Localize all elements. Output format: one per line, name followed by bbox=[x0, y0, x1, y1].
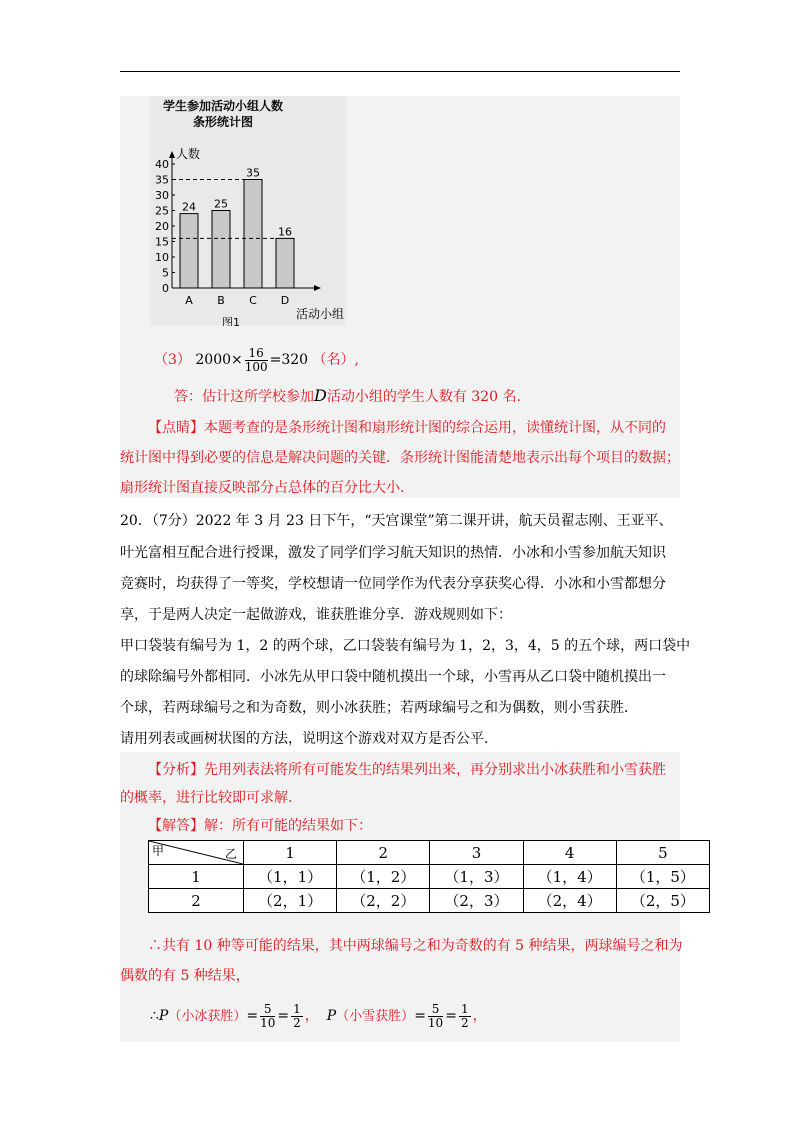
p-symbol-1: P bbox=[158, 1008, 169, 1024]
table-row-label: 1 bbox=[149, 865, 244, 889]
denominator: 2 bbox=[293, 1015, 301, 1030]
equals-2: = bbox=[277, 1008, 290, 1024]
y-tick-label: 5 bbox=[162, 266, 169, 280]
results-table bbox=[148, 840, 710, 913]
numerator: 5 bbox=[428, 1003, 443, 1017]
category-label: D bbox=[280, 294, 290, 307]
comment-line-3: 扇形统计图直接反映部分占总体的百分比大小. bbox=[120, 480, 405, 496]
y-axis-label: 人数 bbox=[176, 147, 201, 161]
table-header-row bbox=[149, 841, 710, 865]
y-tick-label: 0 bbox=[162, 282, 169, 295]
table-header-cell: 4 bbox=[523, 841, 616, 865]
solution-line bbox=[148, 816, 372, 836]
table-cell: （2，5） bbox=[616, 889, 709, 913]
therefore-symbol: ∴ bbox=[150, 1008, 159, 1024]
table-header-cell: 2 bbox=[337, 841, 430, 865]
table-header-cell: 5 bbox=[616, 841, 709, 865]
separator: ， bbox=[304, 1008, 319, 1024]
p-symbol-2: P bbox=[326, 1008, 337, 1024]
chart-title: 学生参加活动小组人数 bbox=[162, 99, 284, 113]
table-header-cell: 1 bbox=[244, 841, 337, 865]
y-tick-label: 30 bbox=[155, 189, 169, 202]
x-axis-arrow bbox=[314, 285, 321, 291]
category-label: B bbox=[217, 294, 225, 307]
chart-subtitle: 条形统计图 bbox=[192, 115, 254, 129]
numerator: 1 bbox=[293, 1001, 301, 1016]
table-row bbox=[149, 889, 710, 913]
equals-3: = bbox=[414, 1008, 426, 1024]
solution-tag: 【解答】 bbox=[148, 818, 204, 834]
table-cell: （2，3） bbox=[430, 889, 523, 913]
category-label: C bbox=[249, 294, 257, 307]
calc-denominator: 100 bbox=[244, 359, 268, 374]
event-xiaobing: （小冰获胜） bbox=[168, 1009, 247, 1024]
fraction-1-2-b bbox=[459, 1003, 471, 1030]
header-rule bbox=[120, 71, 680, 72]
bar bbox=[180, 214, 198, 288]
bar-chart-figure bbox=[150, 96, 346, 326]
numerator: 5 bbox=[260, 1003, 275, 1017]
bar-chart-svg bbox=[150, 96, 346, 326]
bar bbox=[212, 211, 230, 289]
fraction-5-10-a bbox=[260, 1003, 275, 1030]
question-20-line-6: 的球除编号外都相同．小冰先从甲口袋中随机摸出一个球，小雪再从乙口袋中随机摸出一 bbox=[120, 669, 666, 685]
calc-fraction bbox=[245, 347, 268, 374]
y-tick-label: 20 bbox=[155, 220, 169, 233]
answer-line bbox=[174, 386, 521, 407]
calc-unit: （名）, bbox=[312, 352, 359, 368]
comment-text-1: 本题考查的是条形统计图和扇形统计图的综合运用，读懂统计图，从不同的 bbox=[204, 420, 666, 436]
corner-right-label: 乙 bbox=[224, 847, 237, 861]
y-axis-arrow bbox=[169, 151, 175, 158]
question-20-line-5: 甲口袋装有编号为 1，2 的两个球，乙口袋装有编号为 1，2，3，4，5 的五个球，两口袋中 bbox=[120, 638, 691, 654]
analysis-line-2: 的概率，进行比较即可求解. bbox=[120, 790, 293, 806]
numerator: 1 bbox=[460, 1001, 469, 1016]
denominator: 2 bbox=[460, 1015, 469, 1030]
corner-left-label: 甲 bbox=[152, 844, 165, 858]
y-tick-label: 40 bbox=[155, 158, 169, 171]
bar-value-label: 24 bbox=[182, 200, 196, 214]
question-20-line-4: 享，于是两人决定一起做游戏，谁获胜谁分享．游戏规则如下： bbox=[120, 607, 512, 623]
probability-line bbox=[150, 1000, 487, 1032]
question-20-line-7: 个球，若两球编号之和为奇数，则小冰获胜；若两球编号之和为偶数，则小雪获胜． bbox=[120, 700, 638, 716]
equals-1: = bbox=[246, 1008, 259, 1024]
calc-expression bbox=[195, 345, 312, 374]
table-row bbox=[149, 865, 710, 889]
bar-value-label: 16 bbox=[278, 225, 292, 239]
analysis-tag: 【分析】 bbox=[148, 762, 204, 778]
event-xiaoxue: （小雪获胜） bbox=[336, 1009, 415, 1024]
y-tick-label: 15 bbox=[155, 235, 169, 249]
conclusion-line-2: 偶数的有 5 种结果， bbox=[120, 968, 250, 984]
bar-value-label: 35 bbox=[246, 166, 260, 180]
table-cell: （2，1） bbox=[244, 889, 337, 913]
calc-result: =320 bbox=[269, 352, 309, 368]
comment-tag: 【点睛】 bbox=[148, 420, 204, 436]
end-punct: ， bbox=[472, 1008, 487, 1024]
answer-variable: D bbox=[314, 386, 327, 405]
y-tick-label: 35 bbox=[155, 173, 169, 187]
table-header-cell: 3 bbox=[430, 841, 523, 865]
table-row-label: 2 bbox=[149, 889, 244, 913]
table-cell: （1，3） bbox=[430, 865, 523, 889]
solution-text: 解：所有可能的结果如下： bbox=[204, 818, 372, 834]
comment-line-2: 统计图中得到必要的信息是解决问题的关键．条形统计图能清楚地表示出每个项目的数据； bbox=[120, 450, 680, 466]
bar bbox=[244, 180, 262, 289]
y-tick-label: 25 bbox=[155, 204, 169, 218]
analysis-line-1 bbox=[148, 760, 666, 780]
calc-lead: 2000× bbox=[195, 352, 243, 368]
table-cell: （2，4） bbox=[523, 889, 616, 913]
table-cell: （1，5） bbox=[616, 865, 709, 889]
conclusion-line-1: ∴共有 10 种等可能的结果，其中两球编号之和为奇数的有 5 种结果，两球编号之和为 bbox=[148, 938, 683, 954]
question-20-line-2: 叶光富相互配合进行授课，激发了同学们学习航天知识的热情．小冰和小雪参加航天知识 bbox=[120, 545, 666, 561]
equals-4: = bbox=[445, 1008, 457, 1024]
question-20-line-8: 请用列表或画树状图的方法，说明这个游戏对双方是否公平． bbox=[120, 731, 498, 747]
table-cell: （1，1） bbox=[244, 865, 337, 889]
answer-pre: 答：估计这所学校参加 bbox=[174, 389, 314, 405]
calc-label: （3） bbox=[154, 352, 191, 368]
denominator: 10 bbox=[427, 1015, 444, 1030]
table-cell: （1，4） bbox=[523, 865, 616, 889]
x-axis-label: 活动小组 bbox=[296, 307, 345, 321]
table-corner-cell bbox=[149, 841, 244, 865]
denominator: 10 bbox=[260, 1015, 276, 1030]
question-20-line-1: 20．（7分）2022 年 3 月 23 日下午，“天宫课堂”第二课开讲，航天员翟志刚、王亚平、 bbox=[120, 513, 673, 529]
calc-line bbox=[154, 346, 359, 374]
fraction-1-2-a bbox=[291, 1003, 303, 1030]
bar bbox=[276, 238, 294, 288]
chart-caption: 图1 bbox=[222, 316, 240, 326]
table-cell: （1，2） bbox=[337, 865, 430, 889]
bar-value-label: 25 bbox=[214, 197, 228, 211]
question-20-line-3: 竞赛时，均获得了一等奖，学校想请一位同学作为代表分享获奖心得．小冰和小雪都想分 bbox=[120, 576, 666, 592]
comment-line-1 bbox=[148, 418, 666, 438]
answer-post: 活动小组的学生人数有 320 名. bbox=[326, 389, 521, 405]
table-cell: （2，2） bbox=[337, 889, 430, 913]
analysis-text-1: 先用列表法将所有可能发生的结果列出来，再分别求出小冰获胜和小雪获胜 bbox=[204, 762, 666, 778]
calc-numerator: 16 bbox=[245, 347, 268, 361]
y-tick-label: 10 bbox=[155, 251, 169, 264]
category-label: A bbox=[185, 294, 193, 307]
fraction-5-10-b bbox=[428, 1003, 443, 1030]
